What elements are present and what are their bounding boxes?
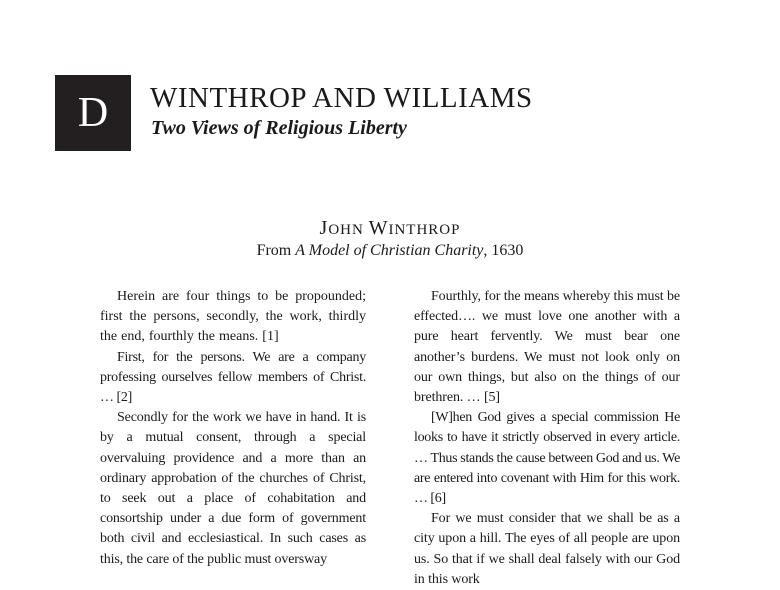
section-author: JOHN WINTHROP (319, 217, 461, 239)
paragraph: Fourthly, for the means whereby this must be effected…. we must love one another with a pure heart fervently. We must bear one another’s burdens. We must not look only on our own things, but also on the things of our brethren. … [5] (414, 289, 680, 406)
paragraph: First, for the persons. We are a company professing ourselves fellow members of Christ. … [2] (100, 349, 366, 406)
section-source: From A Model of Christian Charity, 1630 (256, 242, 524, 259)
chapter-letter-box (55, 75, 131, 151)
paragraph: For we must consider that we shall be as a city upon a hill. The eyes of all people are upon us. So that if we shall deal falsely with our God in this work (414, 511, 680, 587)
chapter-letter: D (77, 90, 109, 136)
text-column-right (414, 287, 680, 590)
chapter-title: WINTHROP AND WILLIAMS (150, 82, 533, 114)
paragraph: [W]hen God gives a special commission He looks to have it strictly observed in every article. … Thus stands the cause between God and us. We are entered into covenant with Him for this work. … [6] (414, 410, 680, 507)
text-column-left (100, 287, 366, 570)
chapter-subtitle: Two Views of Religious Liberty (151, 117, 407, 139)
paragraph: Secondly for the work we have in hand. It is by a mutual consent, through a special overvaluing providence and a more than an ordinary approbation of the churches of Christ, to seek out a place of cohabitation and consortship under a due form of government both civil and ecclesiastical. In such cases as this, the care of the public must oversway (100, 410, 366, 567)
paragraph: Herein are four things to be propounded; first the persons, secondly, the work, thirdly the end, fourthly the means. [1] (100, 289, 366, 345)
